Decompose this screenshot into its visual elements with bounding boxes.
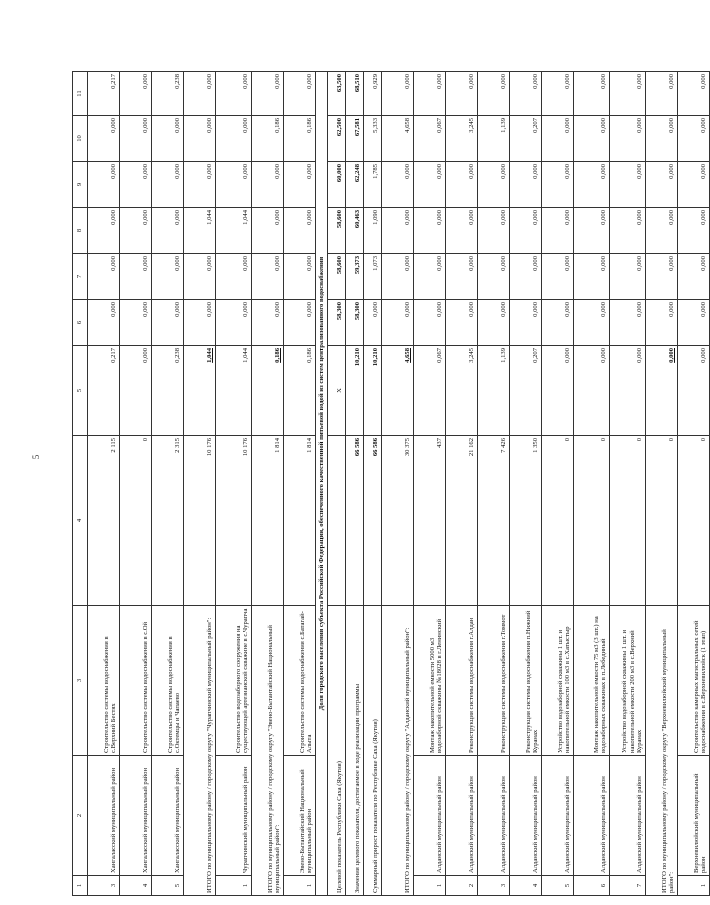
value-cell: 0,186	[252, 346, 284, 436]
value-cell: 0,000	[646, 162, 678, 208]
cost-cell: 437	[414, 436, 446, 606]
table-row	[152, 72, 184, 896]
measure-cell: Устройство водозаборной скважины 1 шт. и накопительной емкости 200 м3 в с.Верхний Куранах	[610, 606, 646, 756]
row-index: 7	[610, 876, 646, 896]
value-cell: 58,300	[328, 300, 346, 346]
header-cell: 9	[73, 162, 88, 208]
value-cell: 0,000	[446, 162, 478, 208]
cost-cell: 0	[120, 436, 152, 606]
value-cell: 0,000	[120, 208, 152, 254]
value-cell: 0,000	[88, 300, 120, 346]
value-cell: 0,000	[610, 346, 646, 436]
value-cell: 0,000	[574, 254, 610, 300]
value-cell: 0,000	[574, 116, 610, 162]
table-row	[284, 72, 316, 896]
header-cell: 1	[73, 876, 88, 896]
district-cell: Эвено-Бытантайский Национальный муниципальный район	[284, 756, 316, 876]
value-cell: 0,000	[120, 116, 152, 162]
value-cell: 1,785	[364, 162, 382, 208]
cost-cell: 0	[678, 436, 710, 606]
row-index: 5	[152, 876, 184, 896]
header-cell: 11	[73, 72, 88, 116]
cost-cell: 0	[646, 436, 678, 606]
value-cell: 3,245	[446, 116, 478, 162]
value-cell: 0,000	[610, 116, 646, 162]
value-cell: 1,044	[216, 208, 252, 254]
district-cell: Хангаласский муниципальный район	[88, 756, 120, 876]
value-cell: 0,000	[414, 300, 446, 346]
district-cell: Хангаласский муниципальный район	[120, 756, 152, 876]
value-cell: 0,000	[216, 72, 252, 116]
value-cell: 1,139	[478, 346, 510, 436]
cost-cell: 30 375	[382, 436, 414, 606]
value-cell: 0,000	[678, 116, 710, 162]
value-cell: 0,000	[446, 208, 478, 254]
cost-cell: 0	[610, 436, 646, 606]
header-cell: 4	[73, 436, 88, 606]
value-cell: 1,139	[478, 116, 510, 162]
value-cell: 0,000	[284, 162, 316, 208]
measure-cell: Строительство системы водоснабжения в с.Октемцы и Чапаево	[152, 606, 184, 756]
subtotal-label: ИТОГО по муниципальному району / городскому округу "Чурапчинский муниципальный район":	[184, 606, 216, 896]
cost-cell: 2 115	[88, 436, 120, 606]
measure-cell: Строительство камерных магистральных сетей водоснабжения в с.Верхневилюйск (1 этап)	[678, 606, 710, 756]
subtotal-row	[252, 72, 284, 896]
value-cell: 0,000	[152, 300, 184, 346]
value-cell: 0,929	[364, 72, 382, 116]
value-cell: 0,000	[446, 72, 478, 116]
value-cell: 0,000	[120, 300, 152, 346]
row-index: 6	[574, 876, 610, 896]
value-cell: 0,000	[382, 162, 414, 208]
value-cell: 0,000	[88, 208, 120, 254]
row-index: 1	[678, 876, 710, 896]
value-cell: 0,000	[120, 162, 152, 208]
value-cell: 58,600	[328, 208, 346, 254]
value-cell: 0,000	[216, 162, 252, 208]
value-cell: 0,000	[184, 116, 216, 162]
table-row	[446, 72, 478, 896]
district-cell: Алданский муниципальный район	[510, 756, 542, 876]
measure-cell: Монтаж накопительной емкости 75 м3 (3 шт.) на водозаборных скважинах в п.Лебединый	[574, 606, 610, 756]
value-cell: 0,238	[152, 72, 184, 116]
column-number-header-row	[73, 72, 88, 896]
district-cell: Алданский муниципальный район	[446, 756, 478, 876]
subtotal-row	[382, 72, 414, 896]
row-index: 3	[478, 876, 510, 896]
value-cell: 0,000	[446, 254, 478, 300]
header-cell: 10	[73, 116, 88, 162]
value-cell: 0,000	[216, 300, 252, 346]
value-cell: 0,000	[184, 300, 216, 346]
table-row	[510, 72, 542, 896]
value-cell: 0,000	[478, 254, 510, 300]
value-cell: 58,600	[328, 254, 346, 300]
value-cell: 0,000	[610, 72, 646, 116]
value-cell: 0,000	[284, 300, 316, 346]
value-cell: 0,000	[88, 254, 120, 300]
target-indicator-row	[328, 72, 346, 896]
measure-cell: Монтаж накопительной емкости 5000 м3 водозаборной скважины №18028 в г.Ленинский	[414, 606, 446, 756]
value-cell: 0,000	[542, 116, 574, 162]
value-cell: 0,000	[574, 72, 610, 116]
value-cell: 0,000	[678, 162, 710, 208]
value-cell: 0,000	[610, 208, 646, 254]
cost-cell: 10 176	[184, 436, 216, 606]
row-index: 1	[216, 876, 252, 896]
value-cell: 0,207	[510, 346, 542, 436]
value-cell: 0,000	[414, 72, 446, 116]
value-cell: 58,300	[346, 300, 364, 346]
value-cell: 0,000	[646, 300, 678, 346]
value-cell: 0,000	[610, 300, 646, 346]
cost-cell: 66 586	[346, 436, 364, 606]
value-cell: 0,000	[610, 162, 646, 208]
district-cell: Алданский муниципальный район	[542, 756, 574, 876]
row-index: 2	[446, 876, 478, 896]
value-cell: 0,000	[542, 72, 574, 116]
measure-cell: Реконструкция системы водоснабжения п.Нижний Куранах	[510, 606, 542, 756]
value-cell: 0,000	[252, 162, 284, 208]
value-cell: 0,000	[574, 346, 610, 436]
value-cell: 0,000	[414, 162, 446, 208]
value-cell: 0,000	[88, 162, 120, 208]
district-cell: Алданский муниципальный район	[478, 756, 510, 876]
value-cell: 0,000	[152, 116, 184, 162]
value-cell: 0,000	[574, 300, 610, 346]
district-cell: Алданский муниципальный район	[574, 756, 610, 876]
value-cell: 59,373	[346, 254, 364, 300]
value-cell: 0,000	[284, 208, 316, 254]
header-cell: 2	[73, 756, 88, 876]
cost-cell: 66 586	[364, 436, 382, 606]
value-cell: 0,000	[510, 254, 542, 300]
document-table-frame	[72, 72, 708, 896]
value-cell: 0,000	[216, 254, 252, 300]
value-cell: 0,000	[678, 208, 710, 254]
value-cell: 0,000	[216, 116, 252, 162]
value-cell: 1,090	[364, 208, 382, 254]
value-cell: 0,000	[646, 254, 678, 300]
value-cell: 0,000	[414, 254, 446, 300]
value-cell: 0,000	[252, 208, 284, 254]
value-cell: 5,333	[364, 116, 382, 162]
value-cell: 0,000	[610, 254, 646, 300]
cost-cell: 7 426	[478, 436, 510, 606]
value-cell: 0,000	[574, 208, 610, 254]
rotated-table-container	[72, 72, 708, 896]
table-row	[88, 72, 120, 896]
value-cell: 0,000	[120, 346, 152, 436]
row-index: 1	[414, 876, 446, 896]
value-cell: 0,000	[510, 72, 542, 116]
value-cell: 0,000	[120, 72, 152, 116]
header-cell: 6	[73, 300, 88, 346]
value-cell: 0,000	[478, 300, 510, 346]
value-cell: 0,000	[678, 72, 710, 116]
row-index: 4	[510, 876, 542, 896]
value-cell: 0,067	[414, 346, 446, 436]
value-cell: 0,207	[510, 116, 542, 162]
value-cell: 0,000	[542, 162, 574, 208]
district-cell: Алданский муниципальный район	[414, 756, 446, 876]
row-index: 5	[542, 876, 574, 896]
district-cell: Алданский муниципальный район	[610, 756, 646, 876]
value-cell: 0,000	[510, 208, 542, 254]
value-cell: 0,000	[678, 300, 710, 346]
cost-cell: 1 814	[252, 436, 284, 606]
value-cell: 0,000	[414, 208, 446, 254]
cost-cell: 1 814	[284, 436, 316, 606]
value-cell: 0,000	[678, 346, 710, 436]
value-cell: 0,000	[510, 300, 542, 346]
value-cell: 4,658	[382, 346, 414, 436]
row-index: 1	[284, 876, 316, 896]
value-cell: 0,000	[382, 208, 414, 254]
value-cell: 0,000	[184, 72, 216, 116]
district-cell: Чурапчинский муниципальный район	[216, 756, 252, 876]
value-cell: 0,000	[184, 254, 216, 300]
header-cell: 8	[73, 208, 88, 254]
value-cell: 60,463	[346, 208, 364, 254]
value-cell: 0,000	[542, 346, 574, 436]
value-cell: 0,067	[414, 116, 446, 162]
measure-cell: Строительство водозаборного сооружения на существующей артезианской скважине в с.Чурапча	[216, 606, 252, 756]
value-cell: 0,000	[120, 254, 152, 300]
value-cell: 0,000	[184, 162, 216, 208]
value-cell: 0,000	[678, 254, 710, 300]
value-cell: 0,000	[646, 208, 678, 254]
table-row	[478, 72, 510, 896]
value-cell: 67,581	[346, 116, 364, 162]
value-cell: 1,044	[184, 208, 216, 254]
section-title-row	[316, 72, 328, 896]
value-cell: 4,658	[382, 116, 414, 162]
value-cell: 0,186	[252, 116, 284, 162]
value-cell: 0,000	[284, 254, 316, 300]
value-cell: 0,000	[646, 346, 678, 436]
header-cell: 5	[73, 346, 88, 436]
measure-cell: Реконструкция системы водоснабжения г.Алдан	[446, 606, 478, 756]
value-cell: 0,000	[252, 300, 284, 346]
value-cell: 0,000	[646, 72, 678, 116]
value-cell: 0,000	[478, 72, 510, 116]
value-cell: 0,000	[152, 162, 184, 208]
measure-cell: Строительство системы водоснабжения в с.Верхний Бестях	[88, 606, 120, 756]
value-cell: 1,044	[184, 346, 216, 436]
value-cell: 0,000	[284, 72, 316, 116]
value-cell: 60,000	[328, 162, 346, 208]
value-cell: 0,000	[252, 254, 284, 300]
value-cell: 0,000	[252, 72, 284, 116]
value-cell: 0,186	[284, 346, 316, 436]
cost-cell: 0	[542, 436, 574, 606]
cost-cell: 1 350	[510, 436, 542, 606]
value-cell: 62,500	[328, 116, 346, 162]
value-cell: 0,000	[542, 208, 574, 254]
district-cell: Верхневилюйский муниципальный район	[678, 756, 710, 876]
value-cell: 0,000	[478, 208, 510, 254]
value-cell: 0,238	[152, 346, 184, 436]
header-cell: 3	[73, 606, 88, 756]
table-row	[610, 72, 646, 896]
subtotal-row	[184, 72, 216, 896]
table-row	[574, 72, 610, 896]
total-label: Суммарный прирост показателя по Республике Саха (Якутия)	[364, 606, 382, 896]
header-cell: 7	[73, 254, 88, 300]
cost-cell: 2 315	[152, 436, 184, 606]
value-cell: 0,000	[382, 72, 414, 116]
table-row	[678, 72, 710, 896]
page-number: 5	[31, 454, 41, 460]
value-cell: 0,000	[542, 254, 574, 300]
total-increase-row	[364, 72, 382, 896]
district-cell: Хангаласский муниципальный район	[152, 756, 184, 876]
cost-cell: 21 162	[446, 436, 478, 606]
cost-cell	[328, 436, 346, 606]
value-cell: Х	[328, 346, 346, 436]
program-indicators-table	[72, 71, 710, 896]
value-cell: 0,000	[510, 162, 542, 208]
value-cell: 10,210	[364, 346, 382, 436]
table-row	[542, 72, 574, 896]
table-row	[216, 72, 252, 896]
value-cell: 10,210	[346, 346, 364, 436]
value-cell: 0,000	[478, 162, 510, 208]
row-index: 3	[88, 876, 120, 896]
value-cell: 63,500	[328, 72, 346, 116]
measure-cell: Реконструкция системы водоснабжения г.Томмот	[478, 606, 510, 756]
cost-cell: 0	[574, 436, 610, 606]
value-cell: 1,044	[216, 346, 252, 436]
value-cell: 0,000	[574, 162, 610, 208]
value-cell: 0,217	[88, 72, 120, 116]
value-cell: 0,000	[88, 116, 120, 162]
value-cell: 0,000	[446, 300, 478, 346]
subtotal-label: ИТОГО по муниципальному району / городскому округу "Алданский муниципальный район":	[382, 606, 414, 896]
table-row	[414, 72, 446, 896]
value-cell: 0,000	[382, 254, 414, 300]
section-title: Доля городского населения субъекта Российской Федерации, обеспеченного качественной питьевой водой из систем централизованного водоснабжения	[316, 72, 328, 896]
measure-cell: Строительство системы водоснабжения в с.Ой	[120, 606, 152, 756]
measure-cell: Устройство водозаборной скважины 1 шт. и накопительной емкости 100 м3 в с.Хатыстыр	[542, 606, 574, 756]
value-cell: 62,248	[346, 162, 364, 208]
value-cell: 0,000	[646, 116, 678, 162]
value-cell: 68,510	[346, 72, 364, 116]
row-index: 4	[120, 876, 152, 896]
value-cell: 1,073	[364, 254, 382, 300]
target-label: Целевой показатель Республики Саха (Якутия)	[328, 606, 346, 896]
value-cell: 0,000	[152, 254, 184, 300]
subtotal-label: ИТОГО по муниципальному району / городскому округу "Эвено-Бытантайский Национальный муниципальный район":	[252, 606, 284, 896]
value-cell: 0,000	[364, 300, 382, 346]
value-cell: 3,245	[446, 346, 478, 436]
value-cell: 0,217	[88, 346, 120, 436]
achieved-indicator-row	[346, 72, 364, 896]
value-cell: 0,000	[382, 300, 414, 346]
subtotal-row	[646, 72, 678, 896]
measure-cell: Строительство системы водоснабжения с.Батагай-Алыта	[284, 606, 316, 756]
value-cell: 0,186	[284, 116, 316, 162]
value-cell: 0,000	[542, 300, 574, 346]
table-row	[120, 72, 152, 896]
value-cell: 0,000	[152, 208, 184, 254]
cost-cell: 10 176	[216, 436, 252, 606]
subtotal-label: ИТОГО по муниципальному району / городскому округу "Верхневилюйский муниципальный район":	[646, 606, 678, 896]
achieved-label: Значения целевого показателя, достигаемое в ходе реализации программы	[346, 606, 364, 896]
